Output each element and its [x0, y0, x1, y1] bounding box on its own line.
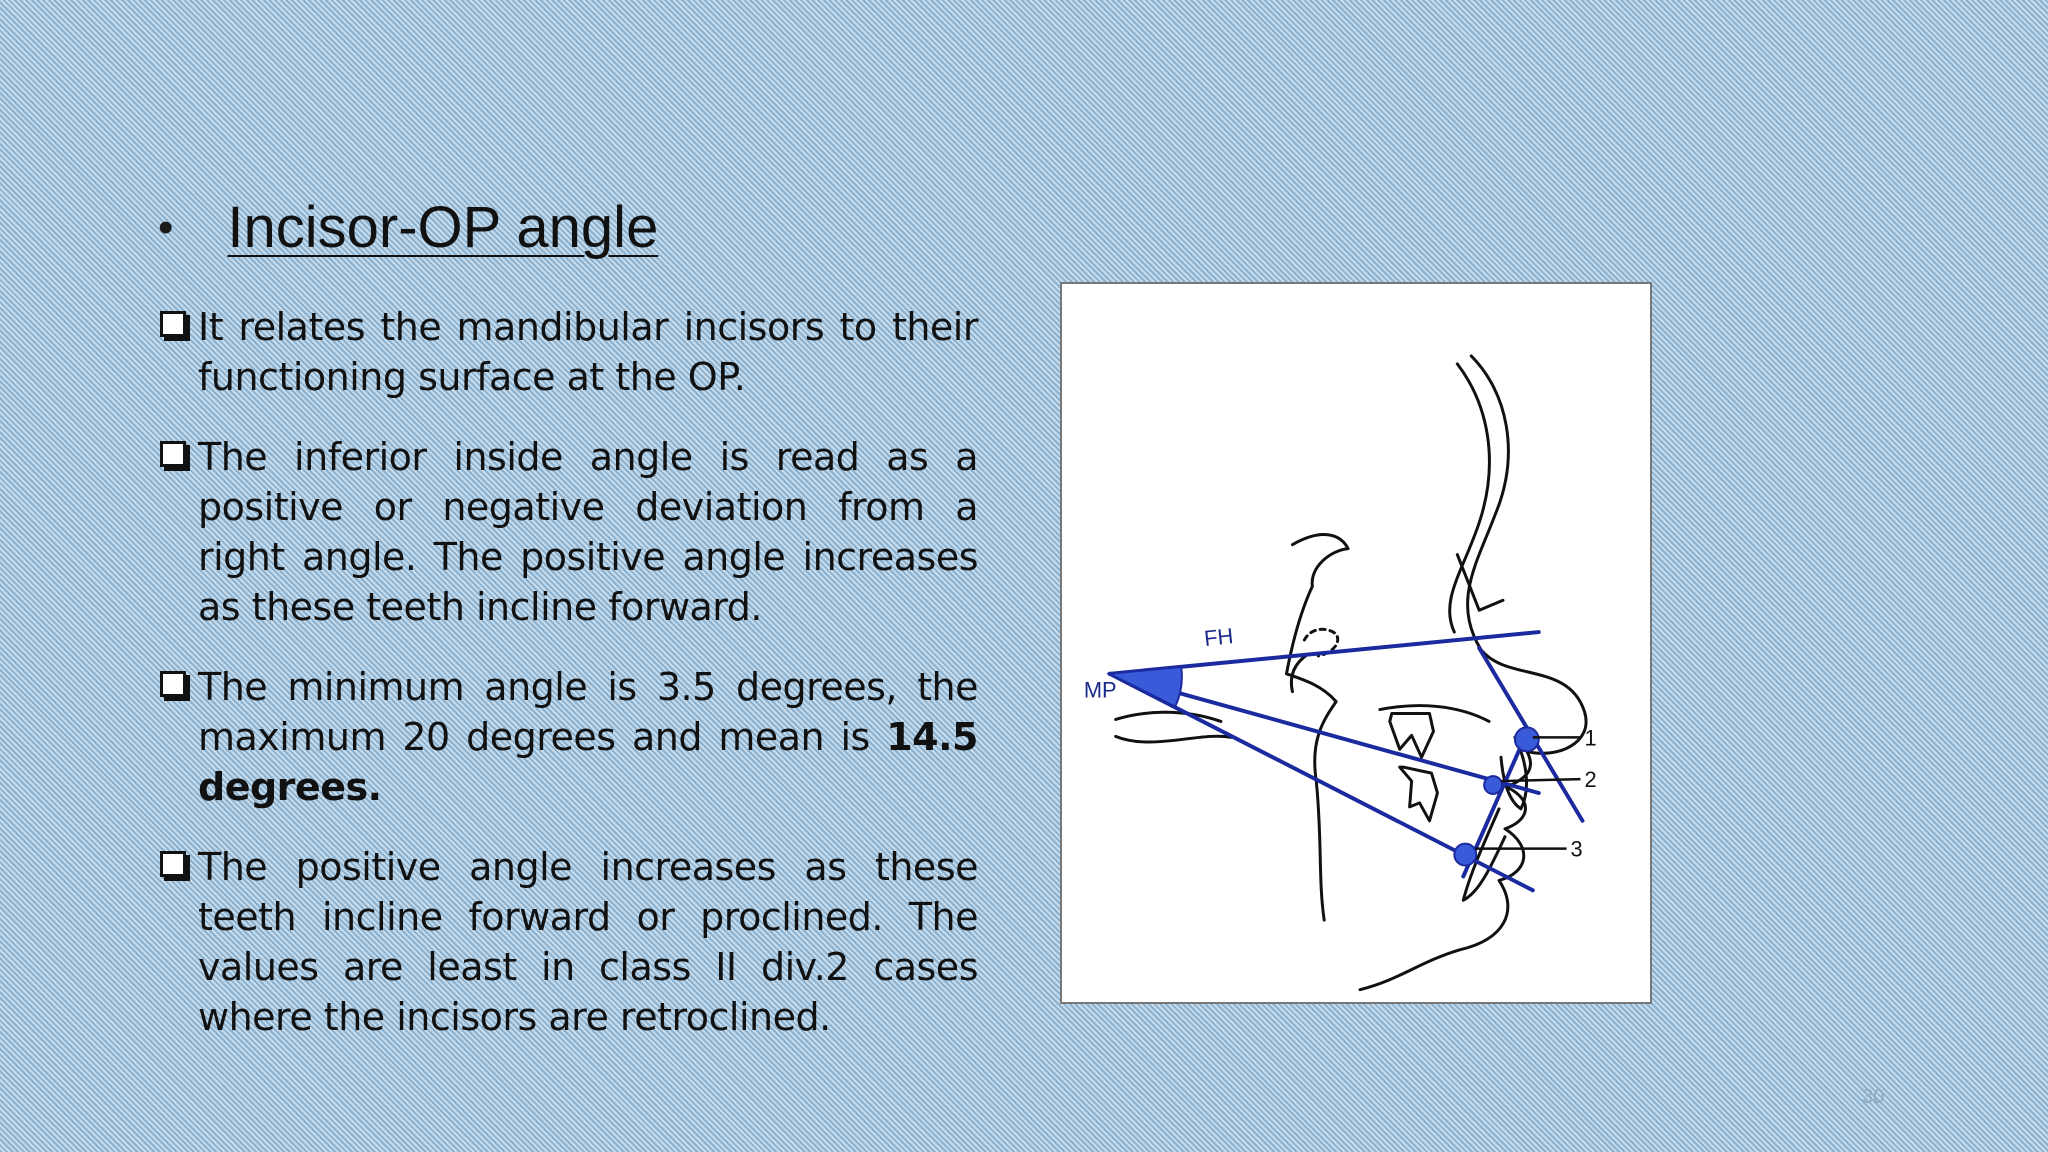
bullet-text-3	[198, 662, 978, 812]
cephalometric-tracing	[1062, 284, 1650, 1002]
label-1: 1	[1584, 725, 1597, 751]
title-bullet: •	[158, 202, 174, 252]
angle-marker-1	[1515, 727, 1539, 751]
checkbox-icon	[160, 311, 186, 337]
slide-number: 30	[1862, 1086, 1885, 1108]
angle-marker-2	[1484, 776, 1502, 794]
cephalometric-figure	[1060, 282, 1652, 1004]
angle-marker-3	[1454, 844, 1476, 866]
bullet-item-2	[160, 432, 978, 632]
mp-angle-fill	[1110, 667, 1182, 707]
slide-title: Incisor-OP angle	[227, 195, 659, 260]
checkbox-icon	[160, 671, 186, 697]
leader-line-2	[1501, 779, 1580, 781]
skull-base-contour	[1286, 586, 1336, 920]
checkbox-icon	[160, 441, 186, 467]
upper-molar	[1390, 714, 1434, 758]
pterygoid-contour	[1291, 654, 1308, 692]
orbit-contour	[1292, 535, 1348, 587]
bullet-item-4	[160, 842, 978, 1042]
lower-molar	[1400, 767, 1438, 821]
title-row	[158, 196, 658, 260]
bullet-text-4: The positive angle increases as these teeth incline forward or proclined. The values are least in class II div.2 cases where the incisors are retroclined.	[198, 845, 978, 1039]
bullet-text-3-regular: The minimum angle is 3.5 degrees, the maximum 20 degrees and mean is	[198, 665, 978, 759]
bullet-text-1: It relates the mandibular incisors to their functioning surface at the OP.	[198, 305, 978, 399]
checkbox-icon	[160, 851, 186, 877]
mp-label: MP	[1083, 677, 1117, 703]
bullet-item-3	[160, 662, 978, 812]
bullet-text-2: The inferior inside angle is read as a positive or negative deviation from a right angle. The positive angle increases as these teeth incline forward.	[198, 435, 978, 629]
label-3: 3	[1570, 836, 1583, 862]
label-2: 2	[1584, 767, 1597, 793]
bullet-text-3-bold: 14.5 degrees.	[198, 715, 978, 809]
bullet-item-1	[160, 302, 978, 402]
lips-chin-profile	[1360, 787, 1525, 990]
fh-label: FH	[1202, 623, 1235, 651]
bullet-list	[160, 302, 978, 1072]
